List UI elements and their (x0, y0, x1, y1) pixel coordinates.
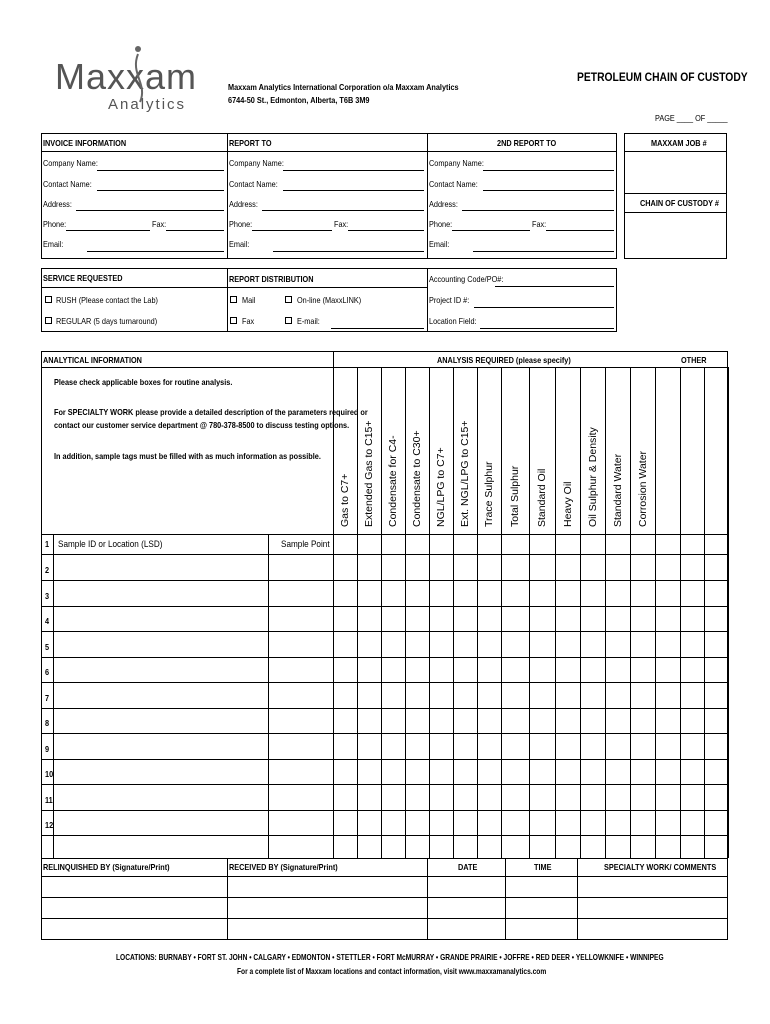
email-dist-input[interactable] (331, 328, 424, 329)
report-company-label: Company Name: (229, 158, 284, 168)
table-row-divider (41, 606, 728, 607)
instruction-routine: Please check applicable boxes for routine analysis. (54, 377, 233, 387)
footer-column-divider (227, 858, 228, 940)
invoice-company-input[interactable] (97, 170, 224, 171)
invoice-fax-label: Fax: (152, 219, 167, 229)
analysis-column-divider (728, 367, 729, 858)
analysis-label: Total Sulphur (509, 465, 521, 527)
row-number: 11 (45, 795, 53, 805)
table-row-divider (41, 580, 728, 581)
table-row-divider (41, 835, 728, 836)
analysis-label: Ext. NGL/LPG to C15+ (459, 420, 471, 527)
report-fax-label: Fax: (334, 219, 349, 229)
report-to2-header: 2ND REPORT TO (497, 138, 557, 148)
email-dist-label: E-mail: (297, 316, 320, 326)
company-name: Maxxam Analytics International Corporation o/a Maxxam Analytics (228, 82, 459, 92)
location-label: Location Field: (429, 316, 477, 326)
instruction-specialty-2: contact our customer service department @ 780-378-8500 to discuss testing options. (54, 420, 350, 430)
service-header: SERVICE REQUESTED (43, 273, 123, 283)
instruction-sample-tags: In addition, sample tags must be filled with as much information as possible. (54, 451, 321, 461)
report-contact-input[interactable] (283, 190, 424, 191)
analysis-label: Gas to C7+ (339, 473, 351, 527)
report-email-label: Email: (229, 239, 250, 249)
report2-company-label: Company Name: (429, 158, 484, 168)
location-input[interactable] (480, 328, 614, 329)
invoice-email-input[interactable] (87, 251, 224, 252)
company-address: 6744-50 St., Edmonton, Alberta, T6B 3M9 (228, 95, 370, 105)
report-address-input[interactable] (262, 210, 424, 211)
row-number: 9 (45, 744, 50, 754)
analysis-column-divider (333, 351, 334, 858)
analysis-label: Standard Water (611, 453, 624, 527)
job-number-field[interactable] (626, 153, 725, 191)
report-phone-label: Phone: (229, 219, 253, 229)
invoice-header: INVOICE INFORMATION (43, 138, 127, 148)
accounting-label: Accounting Code/PO#: (429, 274, 504, 284)
mail-checkbox[interactable] (230, 296, 237, 303)
online-label: On-line (MaxxLINK) (297, 295, 362, 305)
relinquished-label: RELINQUISHED BY (Signature/Print) (43, 862, 170, 872)
table-row-divider (41, 631, 728, 632)
row-number: 8 (45, 718, 50, 728)
rush-checkbox[interactable] (45, 296, 52, 303)
analysis-label: Trace Sulphur (483, 461, 495, 527)
report2-phone-input[interactable] (452, 230, 530, 231)
table-row-divider (41, 682, 728, 683)
report2-contact-label: Contact Name: (429, 179, 478, 189)
time-label: TIME (534, 862, 552, 872)
coc-number-label: CHAIN OF CUSTODY # (640, 198, 719, 208)
report2-company-input[interactable] (483, 170, 614, 171)
coc-number-field[interactable] (626, 214, 725, 257)
row-number: 6 (45, 667, 50, 677)
table-row-divider (41, 733, 728, 734)
analysis-table (41, 351, 728, 940)
table-row-divider (41, 554, 728, 555)
row-number: 4 (45, 616, 50, 626)
report-company-input[interactable] (283, 170, 424, 171)
regular-label: REGULAR (5 days turnaround) (56, 316, 158, 326)
website-note: For a complete list of Maxxam locations and contact information, visit www.maxxamanalytics.com (237, 966, 547, 976)
analysis-label: Oil Sulphur & Density (586, 427, 599, 527)
locations-list: LOCATIONS: BURNABY • FORT ST. JOHN • CALGARY • EDMONTON • STETTLER • FORT McMURRAY • GRANDE PRAIRIE • JOFFRE • RED DEER • YELLOWKNIFE • WINNIPEG (116, 952, 664, 962)
table-row-divider (41, 810, 728, 811)
report-contact-label: Contact Name: (229, 179, 278, 189)
report2-fax-input[interactable] (546, 230, 614, 231)
report-phone-input[interactable] (252, 230, 332, 231)
mail-label: Mail (242, 295, 256, 305)
row-number: 7 (45, 693, 50, 703)
logo-swoosh-icon (120, 44, 160, 104)
accounting-input[interactable] (495, 286, 614, 287)
table-row-divider (41, 784, 728, 785)
report-fax-input[interactable] (348, 230, 424, 231)
report2-address-input[interactable] (462, 210, 614, 211)
page-title: PETROLEUM CHAIN OF CUSTODY (577, 70, 748, 84)
report-address-label: Address: (229, 199, 258, 209)
report2-address-label: Address: (429, 199, 458, 209)
date-label: DATE (458, 862, 478, 872)
instruction-specialty-1: For SPECIALTY WORK please provide a detailed description of the parameters required or (54, 407, 368, 417)
invoice-email-label: Email: (43, 239, 64, 249)
table-row-divider (41, 657, 728, 658)
invoice-company-label: Company Name: (43, 158, 98, 168)
row-number: 3 (45, 591, 50, 601)
job-number-label: MAXXAM JOB # (651, 138, 707, 148)
logo-subtitle: Analytics (108, 96, 187, 113)
row-number: 10 (45, 769, 54, 779)
report2-email-label: Email: (429, 239, 450, 249)
report2-fax-label: Fax: (532, 219, 547, 229)
analytical-header: ANALYTICAL INFORMATION (43, 355, 142, 365)
invoice-phone-input[interactable] (66, 230, 150, 231)
analysis-label: Condensate for C4- (387, 435, 399, 527)
online-checkbox[interactable] (285, 296, 292, 303)
project-label: Project ID #: (429, 295, 470, 305)
email-checkbox[interactable] (285, 317, 292, 324)
report-to-header: REPORT TO (229, 138, 272, 148)
report2-contact-input[interactable] (483, 190, 614, 191)
received-label: RECEIVED BY (Signature/Print) (229, 862, 338, 872)
logo-wordmark: Maxxam (55, 56, 198, 97)
comments-label: SPECIALTY WORK/ COMMENTS (604, 862, 717, 872)
project-input[interactable] (474, 307, 614, 308)
footer-column-divider (427, 858, 428, 940)
invoice-address-input[interactable] (76, 210, 224, 211)
invoice-address-label: Address: (43, 199, 72, 209)
analysis-label: Extended Gas to C15+ (363, 420, 375, 527)
invoice-phone-label: Phone: (43, 219, 67, 229)
row-number: 5 (45, 642, 50, 652)
table-row-divider (41, 759, 728, 760)
analysis-label: Heavy Oil (561, 481, 574, 527)
analysis-label: NGL/LPG to C7+ (435, 447, 447, 527)
footer-column-divider (577, 858, 578, 940)
footer-column-divider (505, 858, 506, 940)
regular-checkbox[interactable] (45, 317, 52, 324)
report2-email-input[interactable] (473, 251, 614, 252)
fax-label: Fax (242, 316, 255, 326)
sample-point-header: Sample Point (281, 539, 330, 550)
invoice-contact-input[interactable] (97, 190, 224, 191)
table-row-divider (41, 708, 728, 709)
analysis-label: Corrosion Water (636, 450, 649, 527)
analysis-label: Standard Oil (536, 468, 548, 527)
sample-id-header: Sample ID or Location (LSD) (58, 539, 163, 550)
fax-checkbox[interactable] (230, 317, 237, 324)
row-number: 2 (45, 565, 50, 575)
analysis-required-header: ANALYSIS REQUIRED (please specify) (437, 355, 571, 365)
page-number-field[interactable]: PAGE ____ OF _____ (655, 113, 728, 123)
rush-label: RUSH (Please contact the Lab) (56, 295, 158, 305)
invoice-contact-label: Contact Name: (43, 179, 92, 189)
report-email-input[interactable] (273, 251, 424, 252)
row-number: 1 (45, 539, 50, 549)
other-header: OTHER (681, 355, 707, 365)
row-number: 12 (45, 820, 54, 830)
analysis-label: Condensate to C30+ (411, 430, 423, 527)
distribution-header: REPORT DISTRIBUTION (229, 274, 314, 284)
report2-phone-label: Phone: (429, 219, 453, 229)
invoice-fax-input[interactable] (166, 230, 224, 231)
